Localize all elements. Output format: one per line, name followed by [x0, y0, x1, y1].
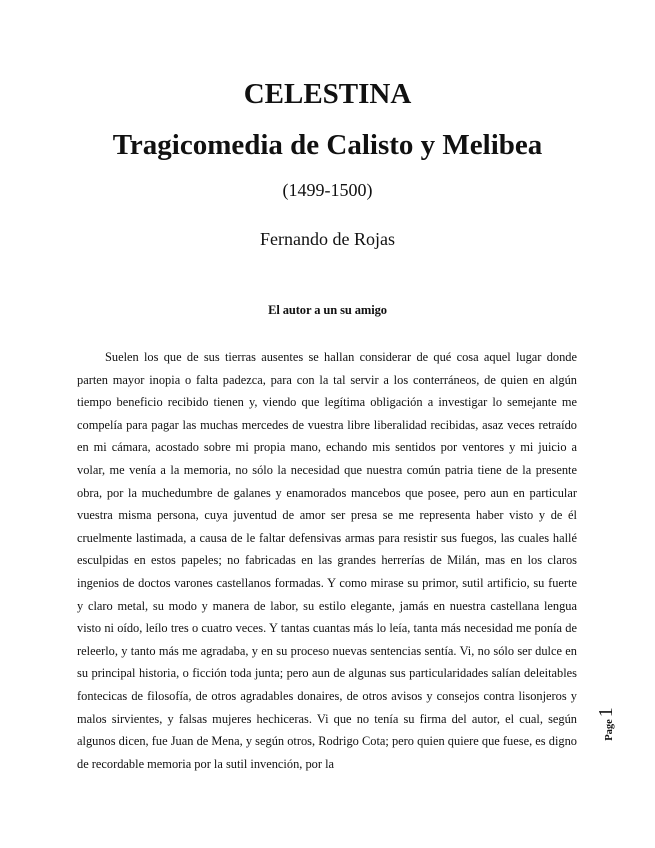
publication-years: (1499-1500): [282, 180, 373, 200]
section-heading: El autor a un su amigo: [268, 303, 387, 317]
page-label: Page: [604, 719, 615, 741]
page-number: 1: [595, 707, 617, 718]
page-marker: [595, 707, 643, 741]
document-title: CELESTINA: [243, 78, 412, 110]
body-paragraph: Suelen los que de sus tierras ausentes se hallan considerar de qué cosa aquel lugar donde parten mayor inopia o falta padezca, para con la tal servir a los conterráneos, de quien en algún tiempo beneficio recibido tienen y, viendo que legítima obligación a investigar lo semejante me compelía para pagar las muchas mercedes de vuestra libre liberalidad recibidas, asaz veces retraído en mi cámara, acostado sobre mi propia mano, echando mis sentidos por ventores y mi juicio a volar, me venía a la memoria, no sólo la necesidad que nuestra común patria tiene de la presente obra, por la muchedumbre de galanes y enamorados mancebos que posee, pero aun en particular vuestra misma persona, cuya juventud de amor ser presa se me representa haber visto y de él cruelmente lastimada, a causa de le faltar defensivas armas para resistir sus fuegos, las cuales hallé esculpidas en estos papeles; no fabricadas en las grandes herrerías de Milán, mas en los claros ingenios de doctos varones castellanos formadas. Y como mirase su primor, sutil artificio, su fuerte y claro metal, su modo y manera de labor, su estilo elegante, jamás en nuestra castellana lengua visto ni oído, leílo tres o cuatro veces. Y tantas cuantas más lo leía, tanta más necesidad me ponía de releerlo, y tanto más me agradaba, y en su proceso nuevas sentencias sentía. Vi, no sólo ser dulce en su principal historia, o ficción toda junta; pero aun de algunas sus particularidades salían deleitables fontecicas de filosofía, de otros agradables donaires, de otros avisos y consejos contra lisonjeros y malos sirvientes, y falsas mujeres hechiceras. Vi que no tenía su firma del autor, el cual, según algunos dicen, fue Juan de Mena, y según otros, Rodrigo Cota; pero quien quiere que fuese, es digno de recordable memoria por la sutil invención, por la: [77, 350, 577, 771]
document-subtitle: Tragicomedia de Calisto y Melibea: [112, 129, 543, 161]
author-name: Fernando de Rojas: [260, 229, 395, 249]
